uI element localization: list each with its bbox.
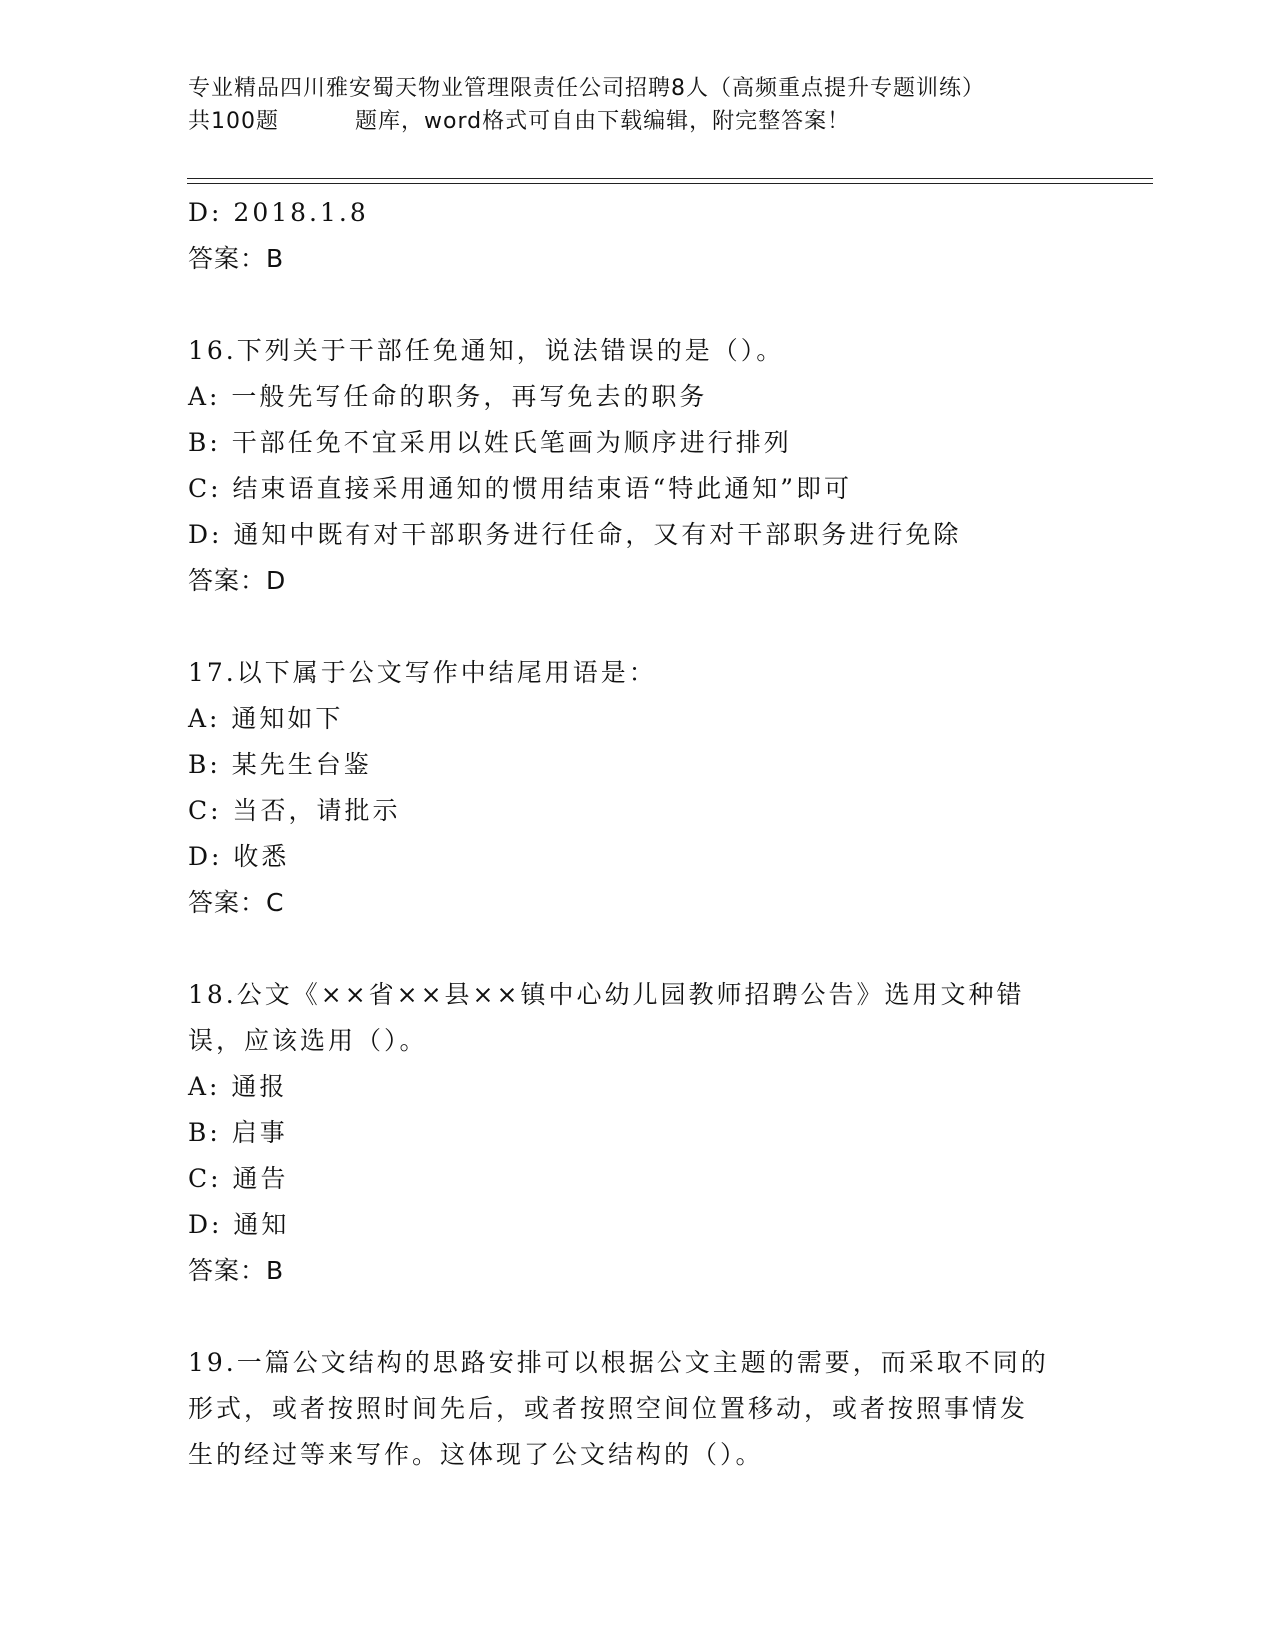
option-a: A: 通报 xyxy=(188,1072,288,1101)
previous-question-tail xyxy=(188,190,1088,282)
header-title-line: 专业精品四川雅安蜀天物业管理限责任公司招聘8人（高频重点提升专题训练） xyxy=(188,76,985,101)
question-19 xyxy=(188,1340,1088,1478)
option-c: C: 结束语直接采用通知的惯用结束语“特此通知”即可 xyxy=(188,474,853,503)
option-d: D: 通知 xyxy=(188,1210,290,1239)
question-stem-line-3: 生的经过等来写作。这体现了公文结构的（）。 xyxy=(188,1440,764,1469)
header-question-count: 共100题 xyxy=(188,109,279,134)
header-description: 题库，word格式可自由下载编辑，附完整答案！ xyxy=(355,109,851,134)
header-rule-bottom xyxy=(187,183,1153,184)
question-stem-line-1: 19.一篇公文结构的思路安排可以根据公文主题的需要，而采取不同的 xyxy=(188,1348,1049,1377)
option-b: B: 某先生台鉴 xyxy=(188,750,372,779)
question-18 xyxy=(188,972,1088,1294)
question-stem-line-2: 形式，或者按照时间先后，或者按照空间位置移动，或者按照事情发 xyxy=(188,1394,1029,1423)
header-rule-top xyxy=(187,178,1153,179)
answer-line: 答案：B xyxy=(188,1256,285,1285)
document-body xyxy=(188,190,1088,1478)
option-d: D: 通知中既有对干部职务进行任命，又有对干部职务进行免除 xyxy=(188,520,962,549)
document-header xyxy=(188,72,1088,138)
option-b: B: 启事 xyxy=(188,1118,288,1147)
option-c: C: 通告 xyxy=(188,1164,289,1193)
question-stem-line-1: 18.公文《××省××县××镇中心幼儿园教师招聘公告》选用文种错 xyxy=(188,980,1025,1009)
question-stem-line-2: 误，应该选用（）。 xyxy=(188,1026,428,1055)
answer-line: 答案：C xyxy=(188,888,285,917)
question-17 xyxy=(188,650,1088,926)
answer-line: 答案：B xyxy=(188,244,285,273)
option-c: C: 当否，请批示 xyxy=(188,796,401,825)
option-d: D: 收悉 xyxy=(188,842,290,871)
option-a: A: 一般先写任命的职务，再写免去的职务 xyxy=(188,382,708,411)
answer-line: 答案：D xyxy=(188,566,287,595)
question-16 xyxy=(188,328,1088,604)
option-a: A: 通知如下 xyxy=(188,704,344,733)
option-d: D: 2018.1.8 xyxy=(188,198,369,227)
header-subtitle-line xyxy=(188,105,1088,138)
option-b: B: 干部任免不宜采用以姓氏笔画为顺序进行排列 xyxy=(188,428,792,457)
question-stem: 17.以下属于公文写作中结尾用语是： xyxy=(188,658,657,687)
question-stem: 16.下列关于干部任免通知，说法错误的是（）。 xyxy=(188,336,785,365)
